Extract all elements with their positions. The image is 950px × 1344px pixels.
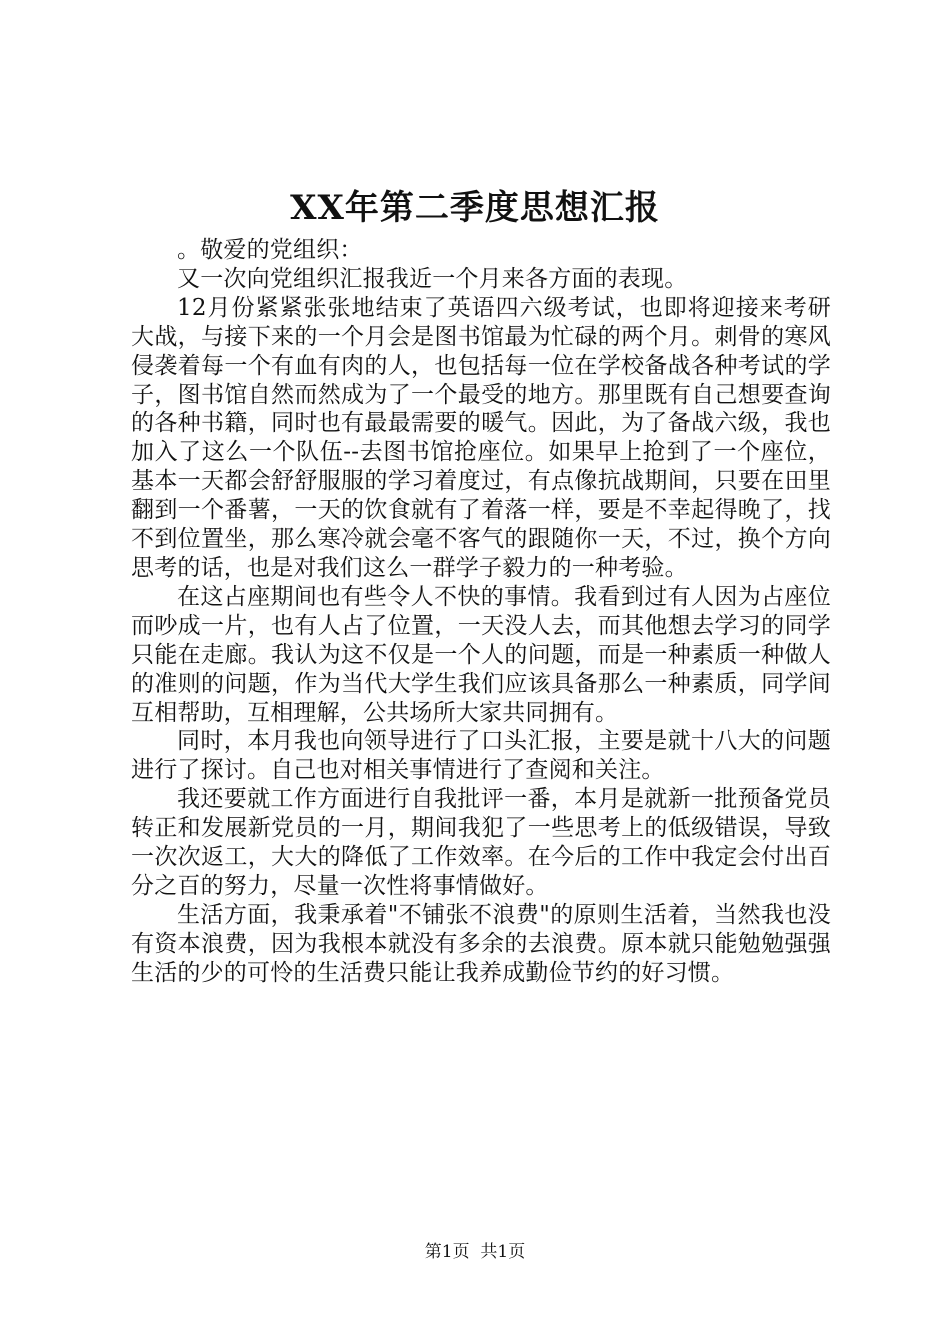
life-paragraph: 生活方面，我秉承着"不铺张不浪费"的原则生活着，当然我也没有资本浪费，因为我根本就没有多余的去浪费。原本就只能勉勉强强生活的少的可怜的生活费只能让我养成勤俭节约的好习惯。: [131, 901, 831, 986]
report-paragraph: 同时，本月我也向领导进行了口头汇报，主要是就十八大的问题进行了探讨。自己也对相关事情进行了查阅和关注。: [131, 728, 831, 784]
salutation-paragraph: 。敬爱的党组织：: [177, 237, 363, 263]
study-paragraph: 12月份紧紧张张地结束了英语四六级考试，也即将迎接来考研大战，与接下来的一个月会是图书馆最为忙碌的两个月。刺骨的寒风侵袭着每一个有血有肉的人，也包括每一位在学校备战各种考试的学子，图书馆自然而然成为了一个最受的地方。那里既有自己想要查询的各种书籍，同时也有最最需要的暖气。因此，为了备战六级，我也加入了这么一个队伍--去图书馆抢座位。如果早上抢到了一个座位，基本一天都会舒舒服服的学习着度过，有点像抗战期间，只要在田里翻到一个番薯，一天的饮食就有了着落一样，要是不幸起得晚了，找不到位置坐，那么寒冷就会毫不客气的跟随你一天，不过，换个方向思考的话，也是对我们这么一群学子毅力的一种考验。: [131, 294, 831, 581]
document-body: [131, 236, 831, 988]
page-total: 共1页: [480, 1242, 526, 1262]
seat-paragraph: 在这占座期间也有些令人不快的事情。我看到过有人因为占座位而吵成一片，也有人占了位置，一天没人去，而其他想去学习的同学只能在走廊。我认为这不仅是一个人的问题，而是一种素质一种做人的准则的问题，作为当代大学生我们应该具备那么一种素质，同学间互相帮助，互相理解，公共场所大家共同拥有。: [131, 583, 831, 726]
work-paragraph: 我还要就工作方面进行自我批评一番，本月是就新一批预备党员转正和发展新党员的一月，期间我犯了一些思考上的低级错误，导致一次次返工，大大的降低了工作效率。在今后的工作中我定会付出百分之百的努力，尽量一次性将事情做好。: [131, 786, 831, 899]
document-title: XX年第二季度思想汇报: [290, 188, 660, 228]
footer-spacer: [470, 1242, 481, 1262]
page-footer: [0, 1240, 950, 1264]
page-number: 第1页: [424, 1242, 470, 1262]
intro-paragraph: 又一次向党组织汇报我近一个月来各方面的表现。: [177, 265, 688, 292]
